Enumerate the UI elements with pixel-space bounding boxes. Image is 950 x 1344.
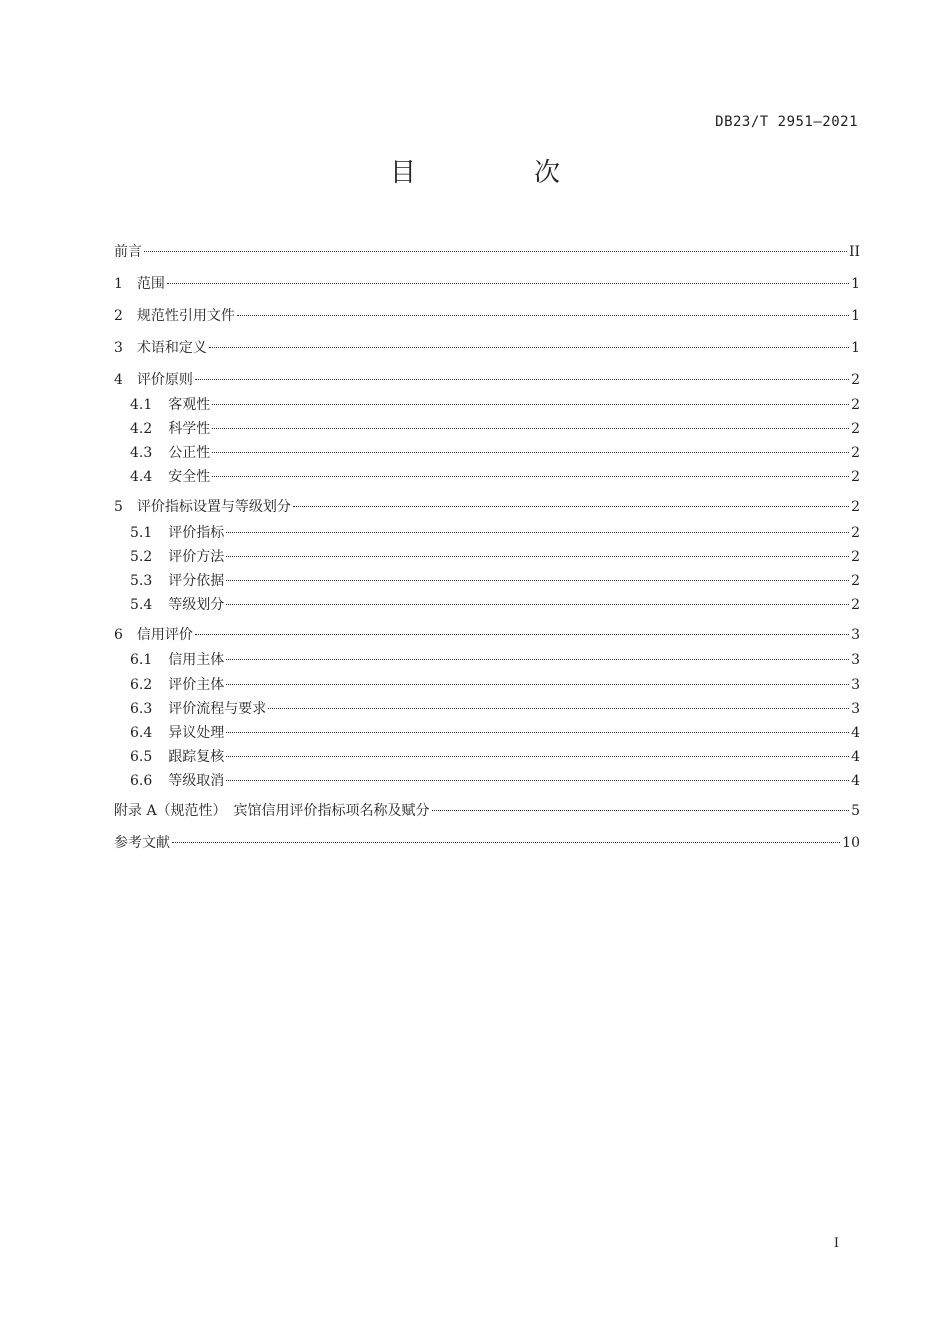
toc-entry-number: 6.1	[130, 652, 153, 668]
page-number: I	[833, 1236, 839, 1251]
toc-leader-dots	[226, 532, 849, 533]
toc-leader-dots	[212, 404, 849, 405]
toc-entry-number: 6.3	[130, 701, 153, 717]
toc-entry-number: 5.4	[130, 597, 153, 613]
toc-entry-page: 2	[851, 469, 860, 485]
toc-leader-dots	[226, 556, 849, 557]
toc-entry-number: 4.3	[130, 445, 153, 461]
toc-entry-number: 2	[114, 308, 123, 324]
toc-entry[interactable]	[114, 801, 860, 821]
toc-entry-number: 5	[114, 499, 123, 515]
toc-entry[interactable]	[130, 571, 860, 591]
toc-entry-number: 4.2	[130, 421, 153, 437]
toc-entry-label: 评价指标设置与等级划分	[136, 499, 291, 515]
toc-entry[interactable]	[130, 771, 860, 791]
toc-entry-label: 科学性	[168, 421, 211, 437]
toc-entry-label: 公正性	[168, 445, 211, 461]
toc-entry-page: 2	[851, 397, 860, 413]
toc-entry-page: 2	[851, 445, 860, 461]
toc-entry-page: 3	[851, 677, 860, 693]
toc-entry[interactable]	[114, 370, 860, 390]
toc-entry[interactable]	[130, 723, 860, 743]
toc-leader-dots	[268, 708, 849, 709]
toc-entry[interactable]	[130, 547, 860, 567]
toc-leader-dots	[212, 476, 849, 477]
toc-entry[interactable]	[130, 419, 860, 439]
toc-entry-label: 异议处理	[168, 725, 225, 741]
toc-entry-label: 参考文献	[114, 835, 170, 851]
toc-entry[interactable]	[130, 650, 860, 670]
toc-leader-dots	[226, 732, 849, 733]
toc-leader-dots	[226, 580, 849, 581]
toc-entry-number: 4	[114, 372, 123, 388]
toc-entry-page: 1	[851, 308, 860, 324]
toc-entry[interactable]	[114, 625, 860, 645]
toc-entry[interactable]	[114, 833, 860, 853]
toc-entry-number: 6.5	[130, 749, 153, 765]
toc-entry-number: 5.1	[130, 525, 153, 541]
toc-leader-dots	[195, 379, 849, 380]
toc-leader-dots	[226, 604, 849, 605]
toc-entry-number: 6.4	[130, 725, 153, 741]
toc-entry-number: 6	[114, 627, 123, 643]
toc-leader-dots	[237, 315, 849, 316]
toc-entry[interactable]	[130, 443, 860, 463]
toc-entry-label: 附录 A（规范性） 宾馆信用评价指标项名称及赋分	[114, 803, 430, 819]
toc-entry-page: II	[848, 244, 860, 260]
toc-entry-number: 5.3	[130, 573, 153, 589]
toc-entry-number: 4.4	[130, 469, 153, 485]
toc-entry-page: 1	[851, 340, 860, 356]
toc-entry-label: 等级取消	[168, 773, 225, 789]
toc-entry-page: 10	[842, 835, 860, 851]
toc-entry-label: 安全性	[168, 469, 211, 485]
toc-entry-label: 规范性引用文件	[136, 308, 235, 324]
toc-entry[interactable]	[130, 595, 860, 615]
toc-leader-dots	[212, 428, 849, 429]
toc-entry-page: 2	[851, 549, 860, 565]
toc-entry-label: 评价流程与要求	[168, 701, 267, 717]
toc-leader-dots	[172, 842, 840, 843]
toc-leader-dots	[212, 452, 849, 453]
toc-leader-dots	[226, 659, 849, 660]
toc-entry[interactable]	[114, 306, 860, 326]
toc-leader-dots	[293, 506, 849, 507]
toc-entry-label: 评价原则	[136, 372, 193, 388]
toc-leader-dots	[167, 283, 849, 284]
page-title: 目 次	[389, 158, 606, 188]
toc-entry[interactable]	[130, 467, 860, 487]
document-code: DB23/T 2951—2021	[715, 114, 858, 130]
toc-entry-page: 2	[851, 525, 860, 541]
toc-entry[interactable]	[130, 523, 860, 543]
toc-entry[interactable]	[114, 242, 860, 262]
toc-entry-page: 2	[851, 372, 860, 388]
toc-entry-page: 3	[851, 701, 860, 717]
toc-entry-page: 2	[851, 597, 860, 613]
toc-entry-number: 6.6	[130, 773, 153, 789]
toc-entry[interactable]	[130, 395, 860, 415]
toc-entry[interactable]	[114, 274, 860, 294]
toc-entry-page: 3	[851, 627, 860, 643]
toc-entry-number: 4.1	[130, 397, 153, 413]
toc-leader-dots	[432, 810, 850, 811]
toc-entry-label: 跟踪复核	[168, 749, 225, 765]
toc-entry-page: 3	[851, 652, 860, 668]
toc-entry-page: 2	[851, 573, 860, 589]
toc-entry-page: 4	[851, 749, 860, 765]
toc-entry-number: 5.2	[130, 549, 153, 565]
toc-leader-dots	[209, 347, 849, 348]
toc-entry[interactable]	[114, 497, 860, 517]
toc-entry-number: 6.2	[130, 677, 153, 693]
toc-entry-label: 评价指标	[168, 525, 225, 541]
toc-entry-label: 评价方法	[168, 549, 225, 565]
toc-leader-dots	[226, 780, 849, 781]
toc-entry-page: 4	[851, 725, 860, 741]
toc-entry[interactable]	[114, 338, 860, 358]
toc-leader-dots	[144, 251, 847, 252]
toc-entry-label: 等级划分	[168, 597, 225, 613]
toc-entry-page: 4	[851, 773, 860, 789]
toc-entry[interactable]	[130, 675, 860, 695]
toc-leader-dots	[226, 756, 849, 757]
toc-entry[interactable]	[130, 747, 860, 767]
toc-entry-label: 术语和定义	[136, 340, 207, 356]
toc-entry-label: 前言	[114, 244, 142, 260]
toc-entry-page: 1	[851, 276, 860, 292]
toc-entry[interactable]	[130, 699, 860, 719]
toc-leader-dots	[195, 634, 849, 635]
toc-entry-label: 客观性	[168, 397, 211, 413]
toc-entry-label: 评价主体	[168, 677, 225, 693]
toc-leader-dots	[226, 684, 849, 685]
toc-entry-label: 信用评价	[136, 627, 193, 643]
toc-entry-number: 3	[114, 340, 123, 356]
toc-entry-label: 范围	[136, 276, 165, 292]
toc-entry-label: 评分依据	[168, 573, 225, 589]
toc-entry-label: 信用主体	[168, 652, 225, 668]
toc-entry-page: 2	[851, 421, 860, 437]
toc-entry-page: 5	[851, 803, 860, 819]
toc-entry-number: 1	[114, 276, 123, 292]
toc-entry-page: 2	[851, 499, 860, 515]
